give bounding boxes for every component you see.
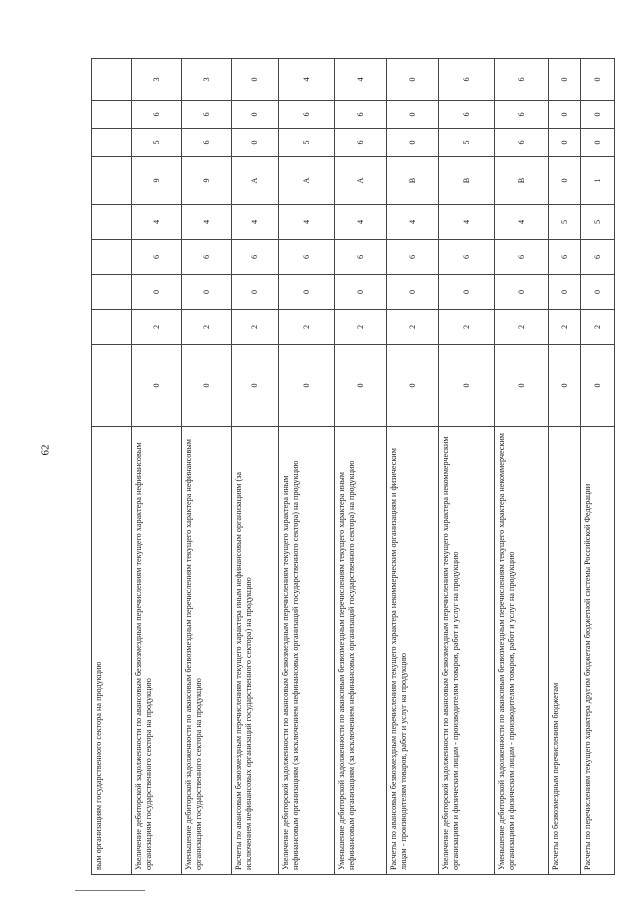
code-cell: 6: [182, 101, 232, 129]
code-cell: 6: [495, 240, 549, 275]
code-cell: 4: [439, 205, 495, 240]
code-cell: 6: [439, 101, 495, 129]
code-cell: 6: [439, 59, 495, 101]
account-description: вым организациям государственного сектора на продукцию: [92, 427, 132, 875]
table-row: [439, 59, 495, 875]
code-cell: А: [279, 157, 335, 205]
code-cell: 6: [335, 129, 387, 157]
page-bottom-line: [75, 890, 145, 891]
account-description: Расчеты по перечислениям текущего характера другим бюджетам бюджетной системы Российской Федерации: [581, 427, 615, 875]
code-cell: 6: [279, 101, 335, 129]
code-cell: А: [232, 157, 279, 205]
code-cell: 4: [232, 205, 279, 240]
code-cell: 0: [182, 275, 232, 310]
code-cell: 4: [182, 205, 232, 240]
code-cell: 0: [387, 275, 439, 310]
code-cell: 6: [132, 240, 182, 275]
code-cell: 2: [232, 310, 279, 345]
table-row: [132, 59, 182, 875]
code-cell: 6: [495, 59, 549, 101]
account-description: Расчеты по безвозмездным перечислениям бюджетам: [549, 427, 581, 875]
code-cell: 4: [335, 205, 387, 240]
code-cell: 0: [279, 275, 335, 310]
code-cell: 0: [387, 59, 439, 101]
code-cell: 4: [279, 59, 335, 101]
code-cell: [92, 101, 132, 129]
code-cell: 0: [232, 101, 279, 129]
table-row: [182, 59, 232, 875]
code-cell: 0: [581, 59, 615, 101]
code-cell: 9: [132, 157, 182, 205]
account-description: Уменьшение дебиторской задолженности по авансовым безвозмездным перечислениям текущего характера нефинансовым организациям государственного сектора на продукцию: [182, 427, 232, 875]
account-description: Уменьшение дебиторской задолженности по авансовым безвозмездным перечислениям текущего характера некоммерческим организациям и физическим лицам - производителям товаров, работ и услуг на продукцию: [495, 427, 549, 875]
code-cell: 2: [335, 310, 387, 345]
code-cell: 0: [495, 345, 549, 427]
code-cell: 1: [581, 157, 615, 205]
code-cell: 0: [387, 345, 439, 427]
table-row: [549, 59, 581, 875]
code-cell: 4: [387, 205, 439, 240]
code-cell: 0: [581, 345, 615, 427]
code-cell: 6: [335, 240, 387, 275]
code-cell: 0: [387, 101, 439, 129]
code-cell: 2: [279, 310, 335, 345]
table-body: [92, 59, 615, 875]
accounts-table: [91, 58, 615, 875]
code-cell: 4: [495, 205, 549, 240]
account-description: Уменьшение дебиторской задолженности по авансовым безвозмездным перечислениям текущего характера иным нефинансовым организациям (за исключением нефинансовых организаций государственного сектора) на продукцию: [335, 427, 387, 875]
page-number: 62: [39, 444, 52, 456]
code-cell: [92, 240, 132, 275]
account-description: Увеличение дебиторской задолженности по авансовым безвозмездным перечислениям текущего характера иным нефинансовым организациям (за исключением нефинансовых организаций государственного сектора) на продукцию: [279, 427, 335, 875]
code-cell: [92, 157, 132, 205]
code-cell: 0: [549, 157, 581, 205]
code-cell: 0: [232, 59, 279, 101]
code-cell: 6: [182, 129, 232, 157]
code-cell: 0: [335, 345, 387, 427]
code-cell: 5: [581, 205, 615, 240]
code-cell: 0: [335, 275, 387, 310]
account-description: Расчеты по авансовым безвозмездным перечислениям текущего характера некоммерческим организациям и физическим лицам - производителям товаров, работ и услуг на продукцию: [387, 427, 439, 875]
code-cell: 6: [182, 240, 232, 275]
code-cell: [92, 59, 132, 101]
code-cell: 5: [279, 129, 335, 157]
code-cell: 0: [132, 275, 182, 310]
code-cell: 9: [182, 157, 232, 205]
code-cell: 4: [279, 205, 335, 240]
code-cell: 3: [132, 59, 182, 101]
code-cell: 0: [232, 275, 279, 310]
code-cell: 0: [549, 129, 581, 157]
table-row: [92, 59, 132, 875]
table-row: [279, 59, 335, 875]
code-cell: 0: [279, 345, 335, 427]
account-description: Увеличение дебиторской задолженности по авансовым безвозмездным перечислениям текущего характера нефинансовым организациям государственного сектора на продукцию: [132, 427, 182, 875]
code-cell: 0: [439, 275, 495, 310]
code-cell: 0: [549, 59, 581, 101]
code-cell: 4: [132, 205, 182, 240]
code-cell: 2: [182, 310, 232, 345]
code-cell: 0: [581, 129, 615, 157]
code-cell: 6: [549, 240, 581, 275]
code-cell: 0: [439, 345, 495, 427]
code-cell: [92, 310, 132, 345]
code-cell: 6: [439, 240, 495, 275]
code-cell: 6: [232, 240, 279, 275]
code-cell: 0: [132, 345, 182, 427]
code-cell: 6: [495, 101, 549, 129]
table-row: [581, 59, 615, 875]
code-cell: [92, 205, 132, 240]
code-cell: 0: [387, 129, 439, 157]
code-cell: 6: [279, 240, 335, 275]
code-cell: 0: [182, 345, 232, 427]
code-cell: [92, 345, 132, 427]
code-cell: 3: [182, 59, 232, 101]
code-cell: 0: [495, 275, 549, 310]
code-cell: 5: [439, 129, 495, 157]
account-description: Увеличение дебиторской задолженности по авансовым безвозмездным перечислениям текущего характера некоммерческим организациям и физическим лицам - производителям товаров, работ и услуг на продукцию: [439, 427, 495, 875]
code-cell: 0: [581, 275, 615, 310]
code-cell: 0: [549, 345, 581, 427]
table-row: [387, 59, 439, 875]
table-row: [495, 59, 549, 875]
code-cell: 2: [132, 310, 182, 345]
code-cell: 2: [549, 310, 581, 345]
code-cell: В: [495, 157, 549, 205]
code-cell: 6: [387, 240, 439, 275]
code-cell: 0: [549, 275, 581, 310]
code-cell: [92, 275, 132, 310]
code-cell: 2: [387, 310, 439, 345]
code-cell: 4: [335, 59, 387, 101]
code-cell: 6: [335, 101, 387, 129]
code-cell: 5: [132, 129, 182, 157]
code-cell: 5: [549, 205, 581, 240]
code-cell: 2: [439, 310, 495, 345]
table-row: [335, 59, 387, 875]
account-description: Расчеты по авансовым безвозмездным перечислениям текущего характера иным нефинансовым организациям (за исключением нефинансовых организаций государственного сектора) на продукцию: [232, 427, 279, 875]
rotated-table-container: [91, 59, 602, 875]
code-cell: 6: [132, 101, 182, 129]
code-cell: [92, 129, 132, 157]
code-cell: В: [439, 157, 495, 205]
code-cell: 0: [581, 101, 615, 129]
code-cell: 2: [495, 310, 549, 345]
code-cell: 2: [581, 310, 615, 345]
code-cell: В: [387, 157, 439, 205]
code-cell: 0: [232, 129, 279, 157]
code-cell: 0: [232, 345, 279, 427]
code-cell: 6: [581, 240, 615, 275]
code-cell: 6: [495, 129, 549, 157]
table-row: [232, 59, 279, 875]
code-cell: А: [335, 157, 387, 205]
code-cell: 0: [549, 101, 581, 129]
